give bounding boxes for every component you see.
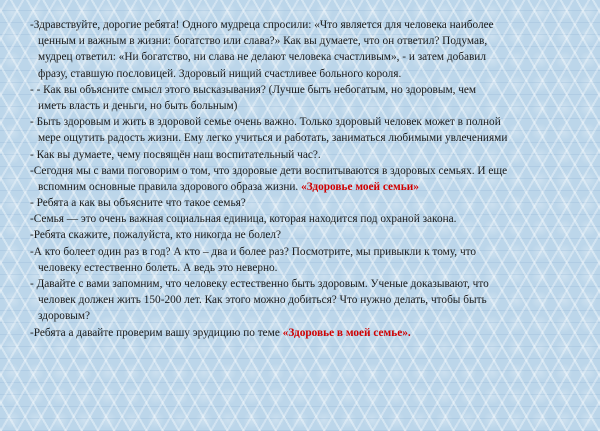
paragraph-10-text: -Ребята а давайте проверим вашу эрудицию по теме — [30, 326, 283, 339]
paragraph-4-text: вспомним основные правила здорового образа жизни. — [38, 180, 302, 193]
paragraph-9-line-3: здоровым? — [38, 310, 91, 323]
paragraph-1-line-3: мудрец ответил: «Ни богатство, ни слава не делают человека счастливым», - и затем добавил — [38, 51, 486, 64]
paragraph-8-line-2: человеку естественно болеть. А ведь это неверно. — [38, 261, 278, 274]
paragraph-1-line-1: -Здравствуйте, дорогие ребята! Одного мудреца спросили: «Что является для человека наиболее — [30, 19, 494, 31]
paragraph-6-line-1: -Семья — это очень важная социальная единица, которая находится под охраной закона. — [30, 213, 457, 226]
paragraph-2-line-2: иметь власть и деньги, но быть больным) — [38, 99, 238, 112]
paragraph-4-line-2 — [30, 179, 600, 195]
quiz-topic-accent: «Здоровье в моей семье». — [282, 326, 411, 339]
paragraph-9-line-1: - Давайте с вами запомним, что человеку естественно быть здоровым. Ученые доказывают, что — [30, 278, 489, 290]
paragraph-10-line-1 — [30, 325, 600, 341]
paragraph-4-line-1: -Сегодня мы с вами поговорим о том, что здоровые дети воспитываются в здоровых семьях. И еще — [30, 164, 508, 177]
paragraph-2-line-1: - - Как вы объясните смысл этого высказывания? (Лучше быть небогатым, но здоровым, чем — [30, 83, 477, 96]
topic-title-accent: «Здоровье моей семьи» — [301, 180, 419, 193]
paragraph-1-line-2: ценным и важным в жизни: богатство или слава?» Как вы думаете, что он ответил? Подумав, — [38, 35, 488, 48]
paragraph-5-line-1: - Ребята а как вы объясните что такое семья? — [30, 197, 246, 210]
paragraph-3-line-1: - Быть здоровым и жить в здоровой семье очень важно. Только здоровый человек может в полной — [30, 116, 501, 129]
paragraph-3-line-3: - Как вы думаете, чему посвящён наш воспитательный час?. — [30, 148, 321, 161]
paragraph-7-line-1: -Ребята скажите, пожалуйста, кто никогда не болел? — [30, 229, 282, 242]
paragraph-3-line-2: мере ощутить радость жизни. Ему легко учиться и работать, заниматься любимыми увлечениями — [38, 132, 508, 145]
paragraph-8-line-1: -А кто болеет один раз в год? А кто – два и более раз? Посмотрите, мы привыкли к тому, что — [30, 245, 477, 258]
lesson-text — [30, 17, 600, 341]
paragraph-1-line-4: фразу, ставшую пословицей. Здоровый нищий счастливее больного короля. — [38, 67, 402, 80]
paragraph-9-line-2: человек должен жить 150-200 лет. Как этого можно добиться? Что нужно делать, чтобы быть — [38, 294, 487, 307]
